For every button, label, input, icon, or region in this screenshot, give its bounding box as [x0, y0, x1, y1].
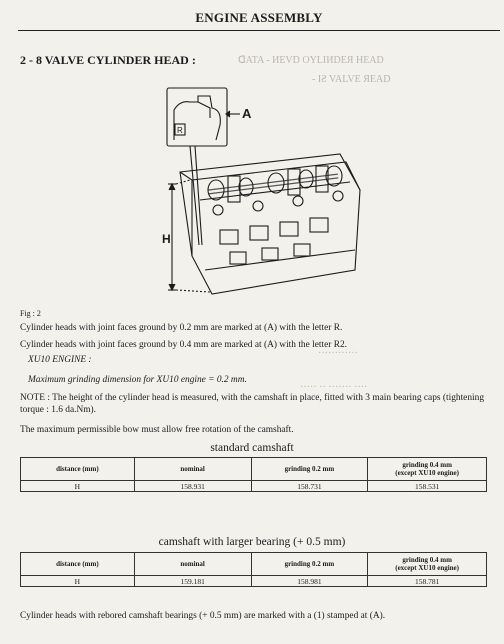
text-line-r2: Cylinder heads with joint faces ground by 0.4 mm are marked at (A) with the letter R2.	[20, 340, 347, 350]
page-header: ENGINE ASSEMBLY	[195, 10, 323, 25]
table-cell: H	[21, 576, 135, 587]
table-cell: H	[21, 481, 135, 492]
header-cell-distance: distance (mm)	[21, 458, 135, 481]
header-cell-nominal: nominal	[134, 458, 251, 481]
table-header-row	[21, 458, 487, 481]
bleed-through-text: ᗡATA - ИЕVD ОҮLIИDEЯ HEAD	[238, 55, 384, 66]
header-cell-grinding-04-line1: grinding 0.4 mm	[402, 461, 452, 469]
engine-heading: XU10 ENGINE :	[28, 355, 92, 365]
table-cell: 158.981	[251, 576, 368, 587]
table-caption-larger-bearing: camshaft with larger bearing (+ 0.5 mm)	[158, 536, 346, 548]
header-rule	[18, 30, 500, 31]
dimension-h-label: H	[162, 232, 171, 246]
cylinder-head-figure	[150, 80, 380, 305]
header-cell-grinding-04-line1: grinding 0.4 mm	[402, 556, 452, 564]
header-cell-grinding-04	[368, 458, 487, 481]
detail-inset	[167, 88, 227, 146]
table-row	[21, 481, 487, 492]
header-cell-grinding-04	[368, 553, 487, 576]
table-cell: 158.781	[368, 576, 487, 587]
table-row	[21, 576, 487, 587]
header-cell-grinding-04-line2: (except XU10 engine)	[395, 564, 459, 572]
table-cell: 158.531	[368, 481, 487, 492]
table-cell: 158.731	[251, 481, 368, 492]
header-cell-nominal: nominal	[134, 553, 251, 576]
section-title: 2 - 8 VALVE CYLINDER HEAD :	[20, 53, 196, 67]
bleed-through-text: - IƧ VALVE ЯEAD	[312, 74, 391, 85]
header-cell-grinding-02: grinding 0.2 mm	[251, 553, 368, 576]
header-cell-distance: distance (mm)	[21, 553, 135, 576]
table-header-row	[21, 553, 487, 576]
bow-text: The maximum permissible bow must allow free rotation of the camshaft.	[20, 425, 294, 435]
table-cell: 159.181	[134, 576, 251, 587]
max-grinding-text: Maximum grinding dimension for XU10 engine = 0.2 mm.	[28, 375, 247, 385]
standard-camshaft-table	[20, 457, 487, 492]
header-cell-grinding-04-line2: (except XU10 engine)	[395, 469, 459, 477]
table-cell: 158.931	[134, 481, 251, 492]
larger-bearing-camshaft-table	[20, 552, 487, 587]
table-caption-standard: standard camshaft	[210, 442, 294, 454]
bleed-through-text: ····· ·· ······· ····	[300, 382, 368, 393]
note-text: NOTE : The height of the cylinder head is measured, with the camshaft in place, fitted with 3 main bearing caps (tightening torque : 1.6 da.Nm).	[20, 393, 485, 415]
mark-r-label: R	[177, 126, 183, 135]
callout-a-label: A	[242, 106, 252, 121]
bleed-through-text: ············	[318, 348, 358, 359]
figure-caption: Fig : 2	[20, 309, 41, 318]
text-line-r: Cylinder heads with joint faces ground by 0.2 mm are marked at (A) with the letter R.	[20, 323, 343, 333]
header-cell-grinding-02: grinding 0.2 mm	[251, 458, 368, 481]
footer-text: Cylinder heads with rebored camshaft bearings (+ 0.5 mm) are marked with a (1) stamped at (A).	[20, 611, 386, 621]
